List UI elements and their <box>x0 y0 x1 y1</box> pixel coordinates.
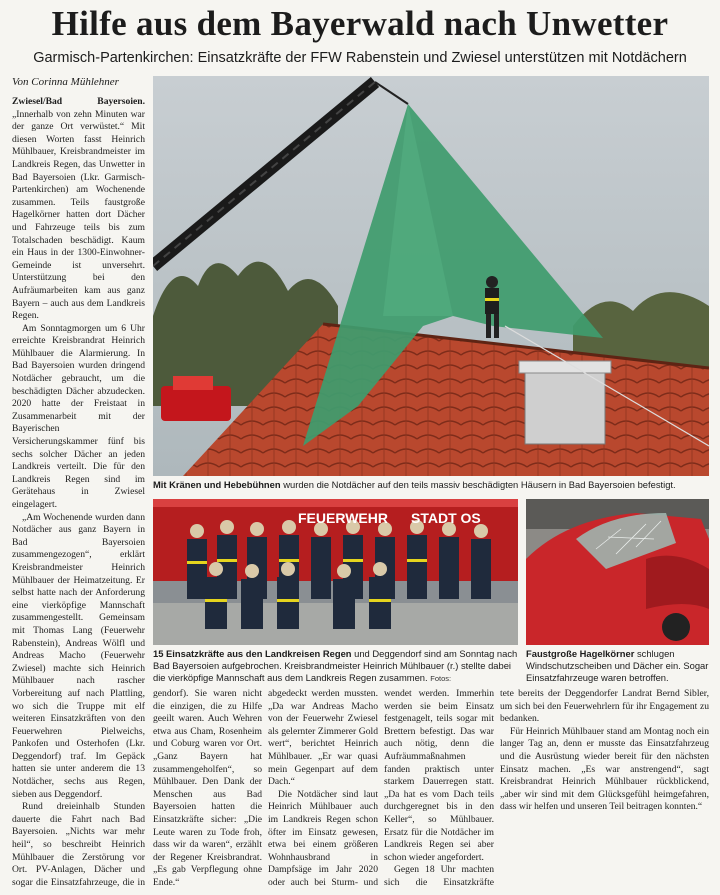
car-photo-caption <box>526 648 709 684</box>
photo-credit: Fotos: <box>430 674 452 683</box>
dateline: Zwiesel/Bad Bayersoien. <box>12 96 145 107</box>
car-illustration <box>526 499 709 645</box>
paragraph: Für Heinrich Mühlbauer stand am Montag noch ein langer Tag an, denn er musste das Einsatzfahrzeug und die Ausrüstung wieder bereit für den nächsten Einsatz machen. „Es war anstrengend“, sagt Kreisbrandrat Heinrich Mühlbauer rückblickend, „aber wir sind mit dem Glücksgefühl heimgefahren, dass wir helfen und unseren Teil beitragen konnten.“ <box>500 725 709 813</box>
hail-damaged-car-photo <box>526 499 709 645</box>
fire-truck-lettering-2: STADT OS <box>411 510 481 526</box>
paragraph: Rund dreieinhalb Stunden dauerte die Fahrt nach Bad Bayersoien. „Nichts war mehr heil“, so beschreibt Heinrich Mühlbauer die Zerstörung vor Ort. PV-Anlagen, Dächer und sogar die Einsatzfahrzeuge, die in <box>12 801 145 888</box>
paragraph-text: „Innerhalb von zehn Minuten war der ganze Ort verwüstet.“ Mit diesen Worten fasst Heinrich Mühlbauer, Kreisbrandmeister im Landkreis Regen, das Unwetter in Bad Bayersoien (Lkr. Garmisch-Partenkirchen) am Wochenende zusammen. Teils faustgroße Hagelkörner hatten dort Dächer und Fahrzeuge teils bis zum Totalschaden beschädigt. Kaum ein Haus in der 1300-Einwohner-Gemeinde ist unversehrt. Unterstützung bei den Aufräumarbeiten kam aus ganz Bayern – auch aus dem Landkreis Regen. <box>12 108 145 322</box>
caption-text: schlugen Windschutzscheiben und Dächer ein. Sogar Einsatzfahrzeuge waren betroffen. <box>526 648 709 683</box>
caption-lead: 15 Einsatzkräfte aus den Landkreisen Regen <box>153 648 352 659</box>
caption-lead: Mit Kränen und Hebebühnen <box>153 479 281 490</box>
paragraph <box>12 96 145 323</box>
paragraph: „Am Wochenende wurden dann Notdächer aus ganz Bayern in Bad Bayersoien zusammengezogen“, erklärt Kreisbrandmeister Heinrich Mühlbauer der Heimatzeitung. Er selbst hatte nach der Anforderung eine vierköpfige Mannschaft zusammengestellt. Gemeinsam mit Thomas Lang (Feuerwehr Rabenstein), Andreas Wölfl und Andreas Macho (Feuerwehr Zwiesel) machte sich Heinrich Mühlbauer nach rascher Vorbereitung auf nach Plattling, wo sich die Truppe mit elf weiteren Einsatzkräften von den Feuerwehren Pielweichs, Pankofen und Osterhofen (Lkr. Deggendorf) traf. Im Gepäck hatten sie unter anderem die 13 Notdächer, sechs aus Regen, sieben aus Deggendorf. <box>12 511 145 800</box>
paragraph: Die Notdächer sind laut Heinrich Mühlbauer auch im Landkreis Regen schon öfter im Einsatz gewesen, etwa bei einem größeren Wohnhausbrand in Dampfsäge im Jahr 2020 oder auch bei Sturm- und <box>268 788 378 888</box>
group-photo-illustration <box>153 499 518 645</box>
group-photo-caption <box>153 648 523 684</box>
paragraph: Am Sonntagmorgen um 6 Uhr erreichte Kreisbrandrat Heinrich Mühlbauer die Alarmierung. In Bad Bayersoien wurden dringend Notdächer gebraucht, um die beschädigten Dächer abzudecken. 2020 hatte der Freistaat in Zusammenarbeit mit der Bayerischen Versicherungskammer fünf bis sechs solcher Dächer an jeden Landkreis verteilt. Die für den Landkreis Regen sind im Gerätehaus in Zwiesel eingelagert. <box>12 322 145 510</box>
paragraph: abgedeckt werden mussten. „Da war Andreas Macho von der Feuerwehr Zwiesel als gelernter Zimmerer Gold wert“, berichtet Heinrich Mühlbauer. „Er war quasi mein Gegenpart auf dem Dach.“ <box>268 688 378 788</box>
paragraph <box>153 890 262 891</box>
caption-text: wurden die Notdächer auf den teils massiv beschädigten Häusern in Bad Bayersoien befestigt. <box>280 479 676 490</box>
byline: Von Corinna Mühlehner <box>12 76 119 88</box>
article-column-5 <box>500 688 709 890</box>
caption-lead: Faustgroße Hagelkörner <box>526 648 635 659</box>
paragraph: gendorf). Sie waren nicht die einzigen, die zu Hilfe geeilt waren. Auch Wehren etwa aus Cham, Rosenheim und Coburg waren vor Ort. „Ganz Bayern hat zusammengeholfen“, so Mühlbauer. Den Dank der Menschen aus Bad Bayersoien hatten die Einsatzkräfte sicher: „Die Leute waren zu Tode froh, dass wir da waren“, erzählt der Regener Kreisbrandrat. „Es gab Verpflegung ohne Ende.“ <box>153 688 262 888</box>
caption-text: und Deggendorf sind am Sonntag nach Bad Bayersoien aufgebrochen. Kreisbrandmeister Heinrich Mühlbauer (r.) stellte dabei die vierköpfige Mannschaft aus dem Landkreis Regen zusammen. <box>153 648 518 683</box>
article-column-2 <box>153 688 262 890</box>
paragraph: Gegen 18 Uhr machten sich die Einsatzkräfte <box>384 864 494 888</box>
main-photo-roof-tarp <box>153 76 709 476</box>
roof-scene-illustration <box>153 76 709 476</box>
article-column-3 <box>268 688 378 890</box>
paragraph: wendet werden. Immerhin werden sie beim Einsatz festgenagelt, teils sogar mit Brettern befestigt. Das war auch nötig, denn die Aufräummaßnahmen fanden praktisch unter starkem Dauerregen statt. „Da hat es vom Dach teils durchgeregnet bis in den Keller“, so Mühlbauer. Ersatz für die Notdächer im Landkreis Regen sei aber schon wieder angefordert. <box>384 688 494 863</box>
subheadline: Garmisch-Partenkirchen: Einsatzkräfte der FFW Rabenstein und Zwiesel unterstützen mit Notdächern <box>33 50 687 66</box>
headline: Hilfe aus dem Bayerwald nach Unwetter <box>51 4 669 43</box>
article-column-1 <box>12 96 145 888</box>
main-photo-caption <box>153 479 709 493</box>
paragraph: tete bereits der Deggendorfer Landrat Bernd Sibler, um sich bei den Feuerwehrlern für ihr Engagement zu bedanken. <box>500 688 709 725</box>
article-column-4 <box>384 688 494 890</box>
group-photo-firefighters <box>153 499 518 645</box>
fire-truck-lettering: FEUERWEHR <box>298 510 388 526</box>
